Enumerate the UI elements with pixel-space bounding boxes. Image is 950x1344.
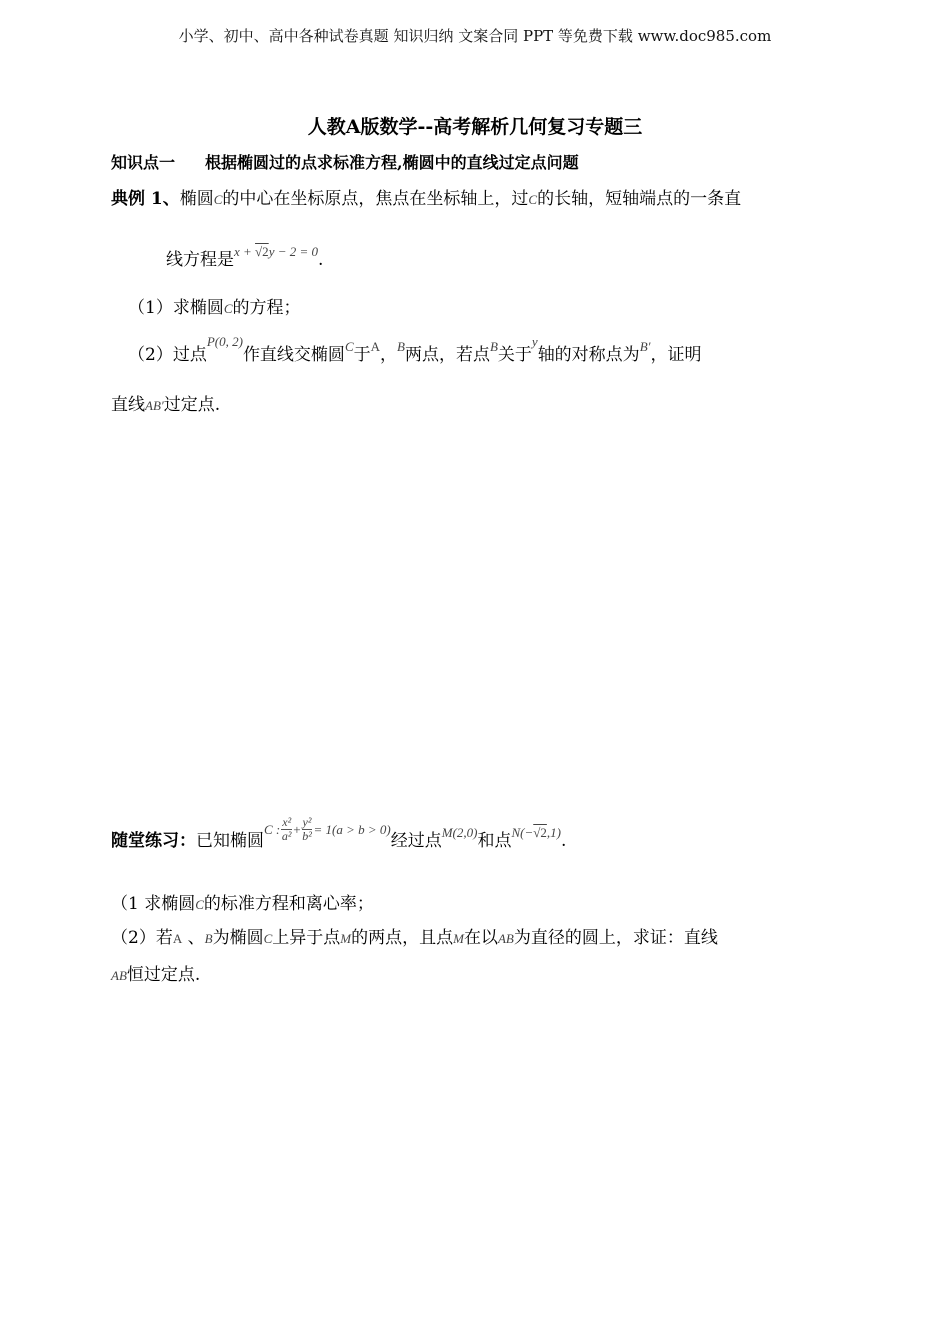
practice-question2-cont [111,960,200,985]
math-var: B [397,339,405,354]
text: 直线 [111,395,145,415]
practice-line1 [111,815,567,855]
text: （1 求椭圆 [111,894,196,914]
math-var: C [223,301,233,316]
text: （1）求椭圆 [128,298,224,318]
knowledge-point-heading [111,150,579,173]
math-var: A [172,931,183,946]
math-var: C [213,192,223,207]
math-op: + [293,822,301,837]
math-var: C [195,897,204,912]
text: 关于 [497,345,532,365]
math-root: √2 [533,825,547,840]
math-var: B′ [639,339,651,354]
math-var: AB [497,931,514,946]
math-var: B [204,931,213,946]
text: 和点 [477,831,512,851]
math-root: √2 [255,244,269,259]
example1-line2 [166,245,323,270]
text: 椭圆 [179,189,214,209]
text: 、 [182,928,205,948]
numerator: y² [302,815,312,829]
math-expr: y − 2 = 0 [268,244,319,259]
text: 恒过定点. [126,965,201,985]
example1-question2-cont [111,390,220,415]
knowledge-point-label: 知识点一 [111,153,176,172]
math-var: AB [111,968,127,983]
fraction-y [302,816,313,843]
text: . [560,831,567,851]
text: 轴的对称点为 [537,345,640,365]
math-expr: C : [264,822,281,837]
math-point: N(− [511,825,534,840]
text: ，证明 [650,345,702,365]
text: 上异于点 [272,928,341,948]
text: 为椭圆 [212,928,264,948]
text: 于 [353,345,371,365]
math-point: ,1) [546,825,561,840]
math-var: A [370,339,380,354]
text: 已知椭圆 [196,831,264,851]
text: （2）若 [111,928,173,948]
math-var: M [340,931,352,946]
text: ， [380,345,397,365]
text: （2）过点 [128,345,207,365]
text: 线方程是 [166,250,234,270]
practice-question2 [111,923,718,948]
text: 在以 [463,928,498,948]
text: 两点，若点 [404,345,490,365]
text: 的中心在坐标原点，焦点在坐标轴上，过 [222,189,529,209]
document-title: 人教A版数学--高考解析几何复习专题三 [307,116,643,138]
practice-question1 [111,889,374,914]
example1-question1 [128,293,301,318]
example1-line1 [111,184,741,209]
text: 作直线交椭圆 [242,345,345,365]
text: 为直径的圆上，求证：直线 [513,928,718,948]
text: 过定点. [163,395,221,415]
denominator: a² [281,829,292,843]
math-var: C [344,339,354,354]
knowledge-point-text: 根据椭圆过的点求标准方程,椭圆中的直线过定点问题 [205,153,579,172]
math-var: M [453,931,464,946]
example1-question2 [128,334,702,365]
text: 经过点 [390,831,442,851]
page-header: 小学、初中、高中各种试卷真题 知识归纳 文案合同 PPT 等免费下载 www.doc985.com [178,27,772,45]
ellipse-equation [264,815,391,843]
numerator: x² [282,815,292,829]
math-expr: = 1(a > b > 0) [313,822,391,837]
text: . [318,250,324,270]
math-expr: x + [234,244,256,259]
math-var: y [531,334,538,349]
math-var: C [528,192,538,207]
math-point: P(0, 2) [206,334,243,349]
text: 的方程； [232,298,301,318]
example1-label: 典例 1、 [111,189,180,209]
practice-label: 随堂练习： [111,831,196,851]
denominator: b² [302,829,312,843]
math-var: B [489,339,498,354]
text: 的长轴，短轴端点的一条直 [537,189,742,209]
text: 的标准方程和离心率； [203,894,374,914]
text: 的两点，且点 [351,928,454,948]
fraction-x [281,816,292,843]
math-var: C [263,931,273,946]
math-var: AB′ [145,398,164,413]
math-point: M(2,0) [441,825,478,840]
